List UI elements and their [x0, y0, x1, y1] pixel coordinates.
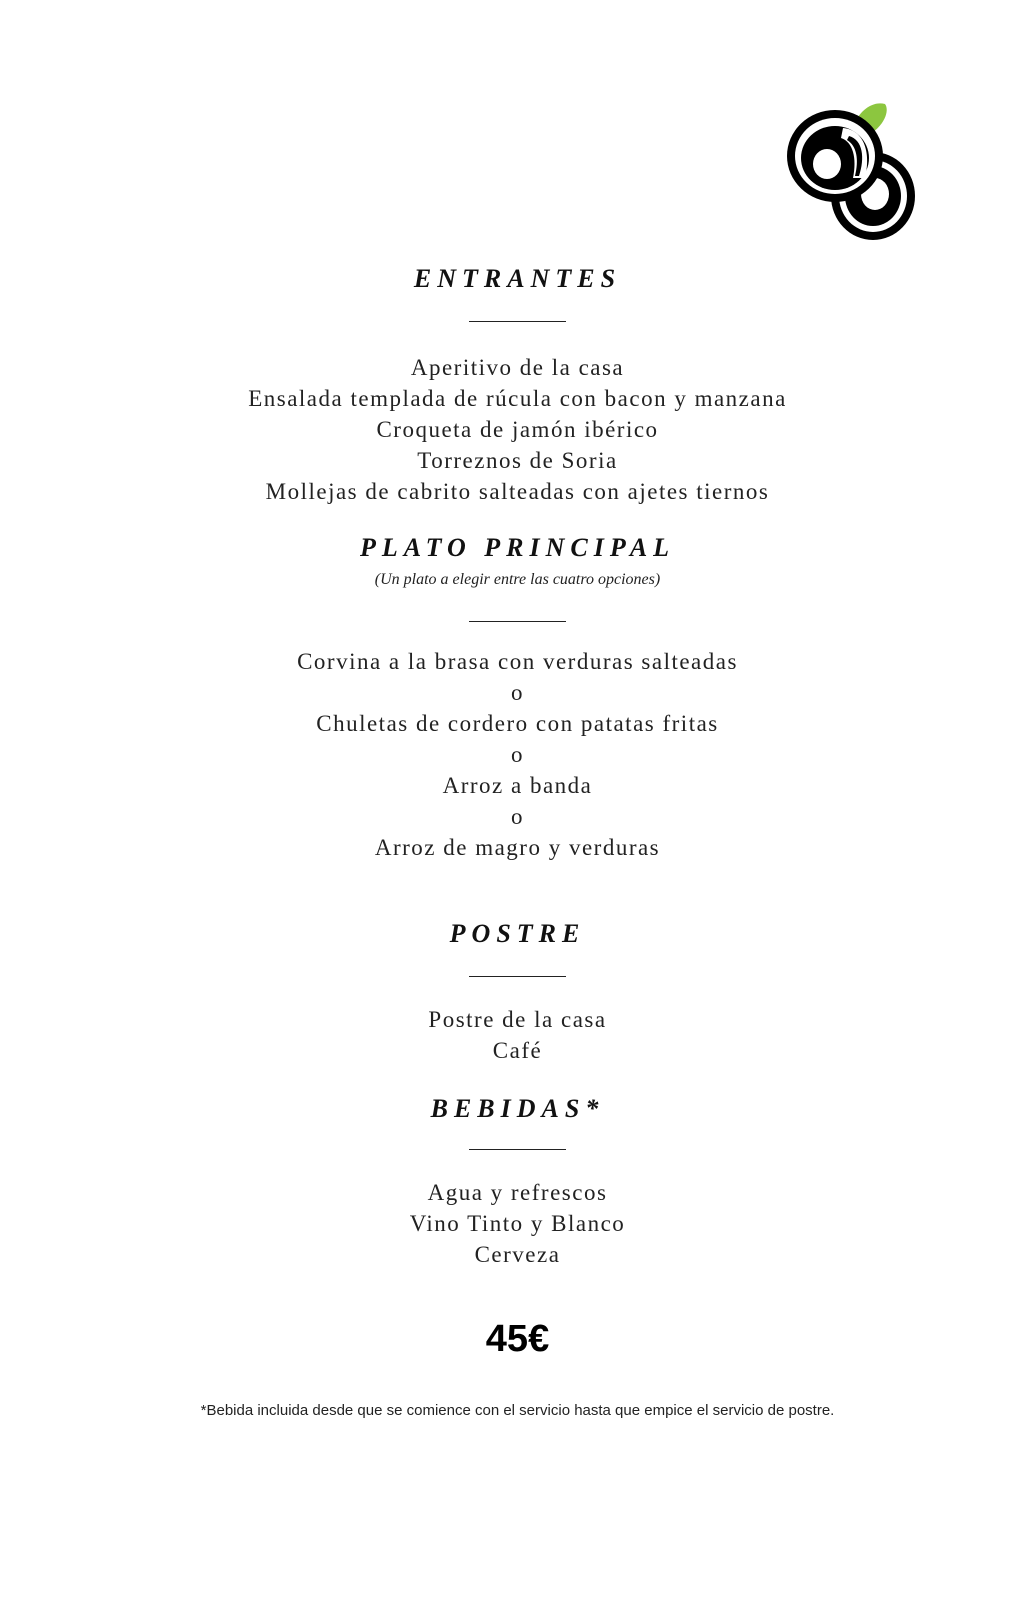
divider [469, 1149, 566, 1150]
menu-item: Torreznos de Soria [417, 448, 618, 473]
restaurant-logo-icon [783, 98, 927, 246]
menu-item: Ensalada templada de rúcula con bacon y manzana [248, 386, 787, 411]
section-title-bebidas: BEBIDAS* [430, 1094, 605, 1123]
menu-item: Corvina a la brasa con verduras salteadas [297, 649, 738, 674]
menu-item: Agua y refrescos [427, 1180, 608, 1205]
divider [469, 321, 566, 322]
section-title-entrantes: ENTRANTES [413, 264, 622, 293]
menu-price: 45€ [485, 1318, 550, 1360]
divider [469, 621, 566, 622]
menu-item-separator: o [511, 680, 524, 705]
menu-item: Mollejas de cabrito salteadas con ajetes tiernos [265, 479, 770, 504]
section-title-postre: POSTRE [449, 919, 586, 948]
plato-principal-note: (Un plato a elegir entre las cuatro opciones) [374, 571, 661, 588]
entrantes-list [0, 352, 1035, 507]
menu-item: Vino Tinto y Blanco [409, 1211, 626, 1236]
menu-item: Arroz de magro y verduras [374, 835, 661, 860]
menu-item: Arroz a banda [442, 773, 593, 798]
menu-item-separator: o [511, 742, 524, 767]
drinks-footnote: *Bebida incluida desde que se comience con el servicio hasta que empice el servicio de postre. [200, 1402, 835, 1419]
menu-item: Chuletas de cordero con patatas fritas [316, 711, 719, 736]
menu-item: Cerveza [474, 1242, 561, 1267]
divider [469, 976, 566, 977]
menu-item: Café [492, 1038, 543, 1063]
plato-principal-list [0, 646, 1035, 863]
section-title-plato-principal: PLATO PRINCIPAL [359, 533, 676, 562]
menu-item-separator: o [511, 804, 524, 829]
menu-item: Croqueta de jamón ibérico [376, 417, 659, 442]
postre-list [0, 1004, 1035, 1066]
bebidas-list [0, 1177, 1035, 1270]
menu-item: Aperitivo de la casa [410, 355, 625, 380]
menu-item: Postre de la casa [428, 1007, 607, 1032]
